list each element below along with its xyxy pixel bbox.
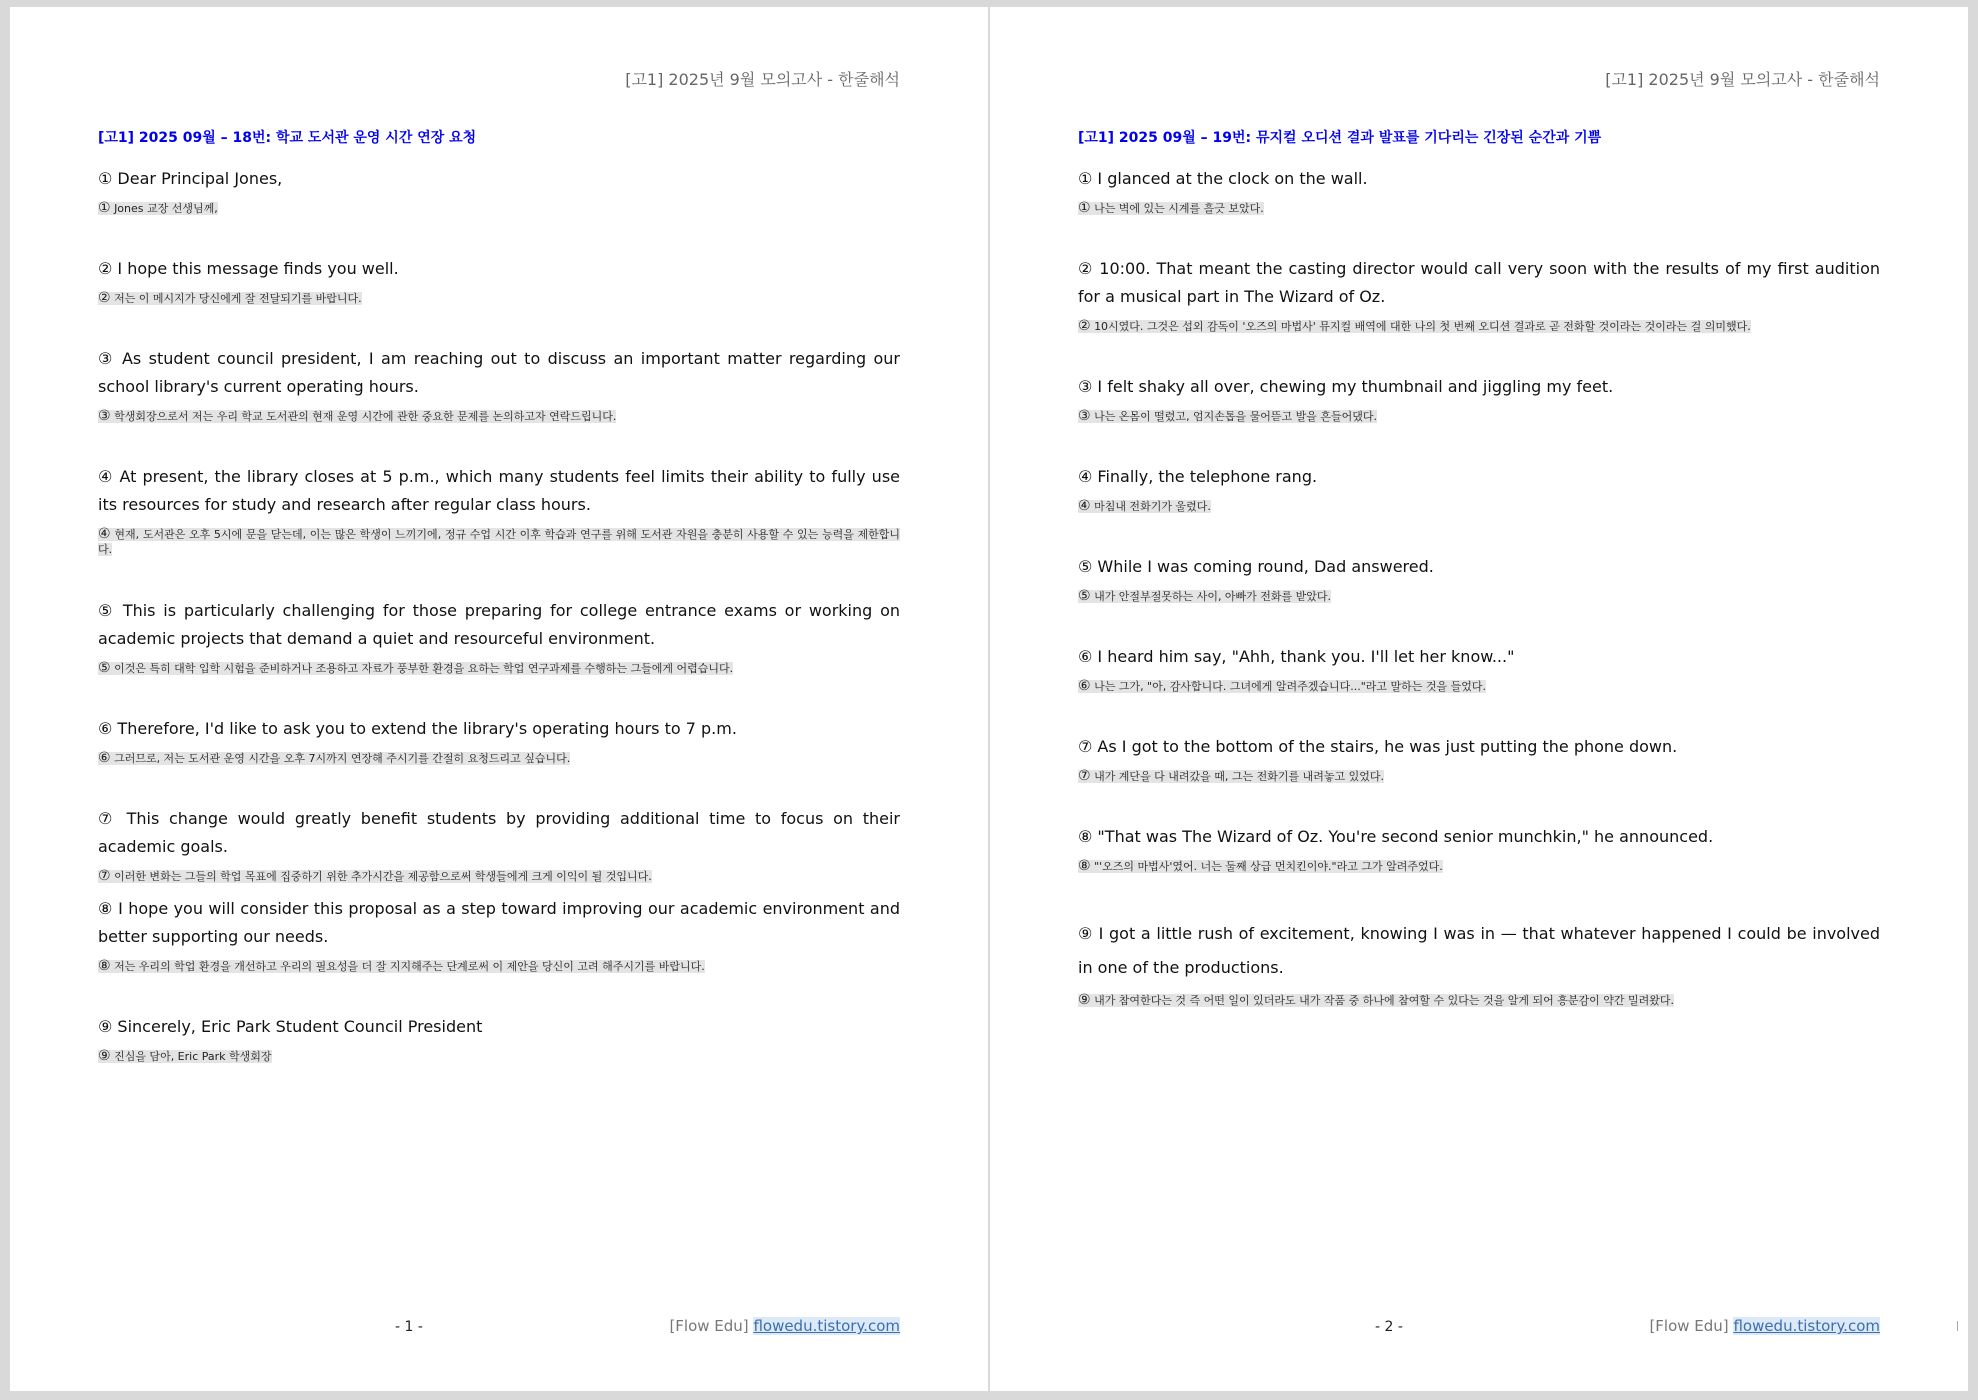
- page-content: [1078, 7, 1880, 1391]
- korean-translation: ⑤ 이것은 특히 대학 입학 시험을 준비하거나 조용하고 자료가 풍부한 환경을 요하는 학업 연구과제를 수행하는 그들에게 어렵습니다.: [98, 660, 734, 676]
- document-page-1: [10, 7, 988, 1391]
- english-sentence: ② 10:00. That meant the casting director would call very soon with the results of my first audition for a musical part in The Wizard of Oz.: [1078, 259, 1880, 306]
- sentence-item: [98, 895, 900, 1013]
- sentence-item: [98, 345, 900, 463]
- english-sentence: ③ As student council president, I am reaching out to discuss an important matter regarding our school library's current operating hours.: [98, 349, 900, 396]
- korean-translation: ① 나는 벽에 있는 시계를 흘긋 보았다.: [1078, 200, 1264, 216]
- english-sentence: ① I glanced at the clock on the wall.: [1078, 169, 1368, 188]
- section-title: [고1] 2025 09월 – 19번: 뮤지컬 오디션 결과 발표를 기다리는 긴장된 순간과 기쁨: [1078, 130, 1602, 146]
- footer-link[interactable]: flowedu.tistory.com: [1733, 1317, 1880, 1335]
- korean-translation: ⑦ 이러한 변화는 그들의 학업 목표에 집중하기 위한 추가시간을 제공함으로써 학생들에게 크게 이익이 될 것입니다.: [98, 868, 652, 884]
- document-page-2: [990, 7, 1968, 1391]
- korean-translation: ⑦ 내가 계단을 다 내려갔을 때, 그는 전화기를 내려놓고 있었다.: [1078, 768, 1385, 784]
- sentence-item: [98, 805, 900, 895]
- english-sentence: ⑦ This change would greatly benefit students by providing additional time to focus on their academic goals.: [98, 809, 900, 856]
- english-sentence: ② I hope this message finds you well.: [98, 259, 399, 278]
- korean-translation: ② 10시였다. 그것은 섭외 감독이 '오즈의 마법사' 뮤지컬 배역에 대한 나의 첫 번째 오디션 결과로 곧 전화할 것이라는 것이라는 걸 의미했다.: [1078, 318, 1751, 334]
- page-header: [고1] 2025년 9월 모의고사 - 한줄해석: [625, 70, 900, 89]
- footer-brand-text: [Flow Edu]: [1649, 1317, 1729, 1335]
- sentence-item: [98, 715, 900, 805]
- english-sentence: ⑨ I got a little rush of excitement, knowing I was in — that whatever happened I could be involved in one of the productions.: [1078, 924, 1880, 977]
- korean-translation: ⑤ 내가 안절부절못하는 사이, 아빠가 전화를 받았다.: [1078, 588, 1332, 604]
- section-title: [고1] 2025 09월 – 18번: 학교 도서관 운영 시간 연장 요청: [98, 130, 477, 146]
- sentence-item: [98, 1013, 900, 1103]
- english-sentence: ⑧ I hope you will consider this proposal as a step toward improving our academic environment and better supporting our needs.: [98, 899, 900, 946]
- footer-brand: [669, 1317, 900, 1335]
- english-sentence: ④ At present, the library closes at 5 p.m., which many students feel limits their ability to fully use its resources for study and research after regular class hours.: [98, 467, 900, 514]
- english-sentence: ③ I felt shaky all over, chewing my thumbnail and jiggling my feet.: [1078, 377, 1614, 396]
- sentence-item: [98, 165, 900, 255]
- english-sentence: ⑤ This is particularly challenging for those preparing for college entrance exams or working on academic projects that demand a quiet and resourceful environment.: [98, 601, 900, 648]
- footer-link[interactable]: flowedu.tistory.com: [753, 1317, 900, 1335]
- korean-translation: ⑥ 그러므로, 저는 도서관 운영 시간을 오후 7시까지 연장해 주시기를 간절히 요청드리고 싶습니다.: [98, 750, 571, 766]
- page-content: [98, 7, 900, 1391]
- sentence-item: [98, 255, 900, 345]
- page-number: - 1 -: [395, 1319, 423, 1335]
- footer-brand: [1649, 1317, 1880, 1335]
- korean-translation: ③ 학생회장으로서 저는 우리 학교 도서관의 현재 운영 시간에 관한 중요한 문제를 논의하고자 연락드립니다.: [98, 408, 617, 424]
- korean-translation: ⑥ 나는 그가, "아, 감사합니다. 그녀에게 알려주겠습니다..."라고 말하는 것을 들었다.: [1078, 678, 1487, 694]
- korean-translation: ⑧ "'오즈의 마법사'였어. 너는 둘째 상급 먼치킨이야."라고 그가 알려주었다.: [1078, 858, 1443, 874]
- footer-brand-text: [Flow Edu]: [669, 1317, 749, 1335]
- english-sentence: ⑤ While I was coming round, Dad answered.: [1078, 557, 1434, 576]
- page-number: - 2 -: [1375, 1319, 1403, 1335]
- sentence-list: [1078, 165, 1880, 1035]
- sentence-item: [1078, 165, 1880, 255]
- korean-translation: ② 저는 이 메시지가 당신에게 잘 전달되기를 바랍니다.: [98, 290, 362, 306]
- english-sentence: ⑧ "That was The Wizard of Oz. You're second senior munchkin," he announced.: [1078, 827, 1714, 846]
- sentence-item: [1078, 823, 1880, 917]
- sentence-item: [1078, 917, 1880, 1035]
- english-sentence: ⑥ Therefore, I'd like to ask you to extend the library's operating hours to 7 p.m.: [98, 719, 737, 738]
- korean-translation: ③ 나는 온몸이 떨렸고, 엄지손톱을 물어뜯고 발을 흔들어댔다.: [1078, 408, 1378, 424]
- korean-translation: ⑨ 내가 참여한다는 것 즉 어떤 일이 있더라도 내가 작품 중 하나에 참여할 수 있다는 것을 알게 되어 흥분감이 약간 밀려왔다.: [1078, 992, 1675, 1008]
- sentence-item: [1078, 373, 1880, 463]
- english-sentence: ⑥ I heard him say, "Ahh, thank you. I'll let her know...": [1078, 647, 1515, 666]
- korean-translation: ⑧ 저는 우리의 학업 환경을 개선하고 우리의 필요성을 더 잘 지지해주는 단계로써 이 제안을 당신이 고려 해주시기를 바랍니다.: [98, 958, 705, 974]
- sentence-item: [1078, 733, 1880, 823]
- page-header: [고1] 2025년 9월 모의고사 - 한줄해석: [1605, 70, 1880, 89]
- english-sentence: ⑦ As I got to the bottom of the stairs, he was just putting the phone down.: [1078, 737, 1678, 756]
- sentence-item: [1078, 255, 1880, 373]
- sentence-item: [1078, 553, 1880, 643]
- korean-translation: ④ 현재, 도서관은 오후 5시에 문을 닫는데, 이는 많은 학생이 느끼기에, 정규 수업 시간 이후 학습과 연구를 위해 도서관 자원을 충분히 사용할 수 있는 능력을 제한합니다.: [98, 526, 900, 556]
- sentence-item: [1078, 643, 1880, 733]
- english-sentence: ⑨ Sincerely, Eric Park Student Council President: [98, 1017, 483, 1036]
- korean-translation: ① Jones 교장 선생님께,: [98, 200, 218, 216]
- sentence-item: [98, 597, 900, 715]
- english-sentence: ① Dear Principal Jones,: [98, 169, 283, 188]
- english-sentence: ④ Finally, the telephone rang.: [1078, 467, 1318, 486]
- korean-translation: ⑨ 진심을 담아, Eric Park 학생회장: [98, 1048, 272, 1064]
- sentence-item: [1078, 463, 1880, 553]
- sentence-item: [98, 463, 900, 597]
- korean-translation: ④ 마침내 전화기가 울렸다.: [1078, 498, 1211, 514]
- scrollbar-mark[interactable]: [1957, 1321, 1966, 1331]
- sentence-list: [98, 165, 900, 1103]
